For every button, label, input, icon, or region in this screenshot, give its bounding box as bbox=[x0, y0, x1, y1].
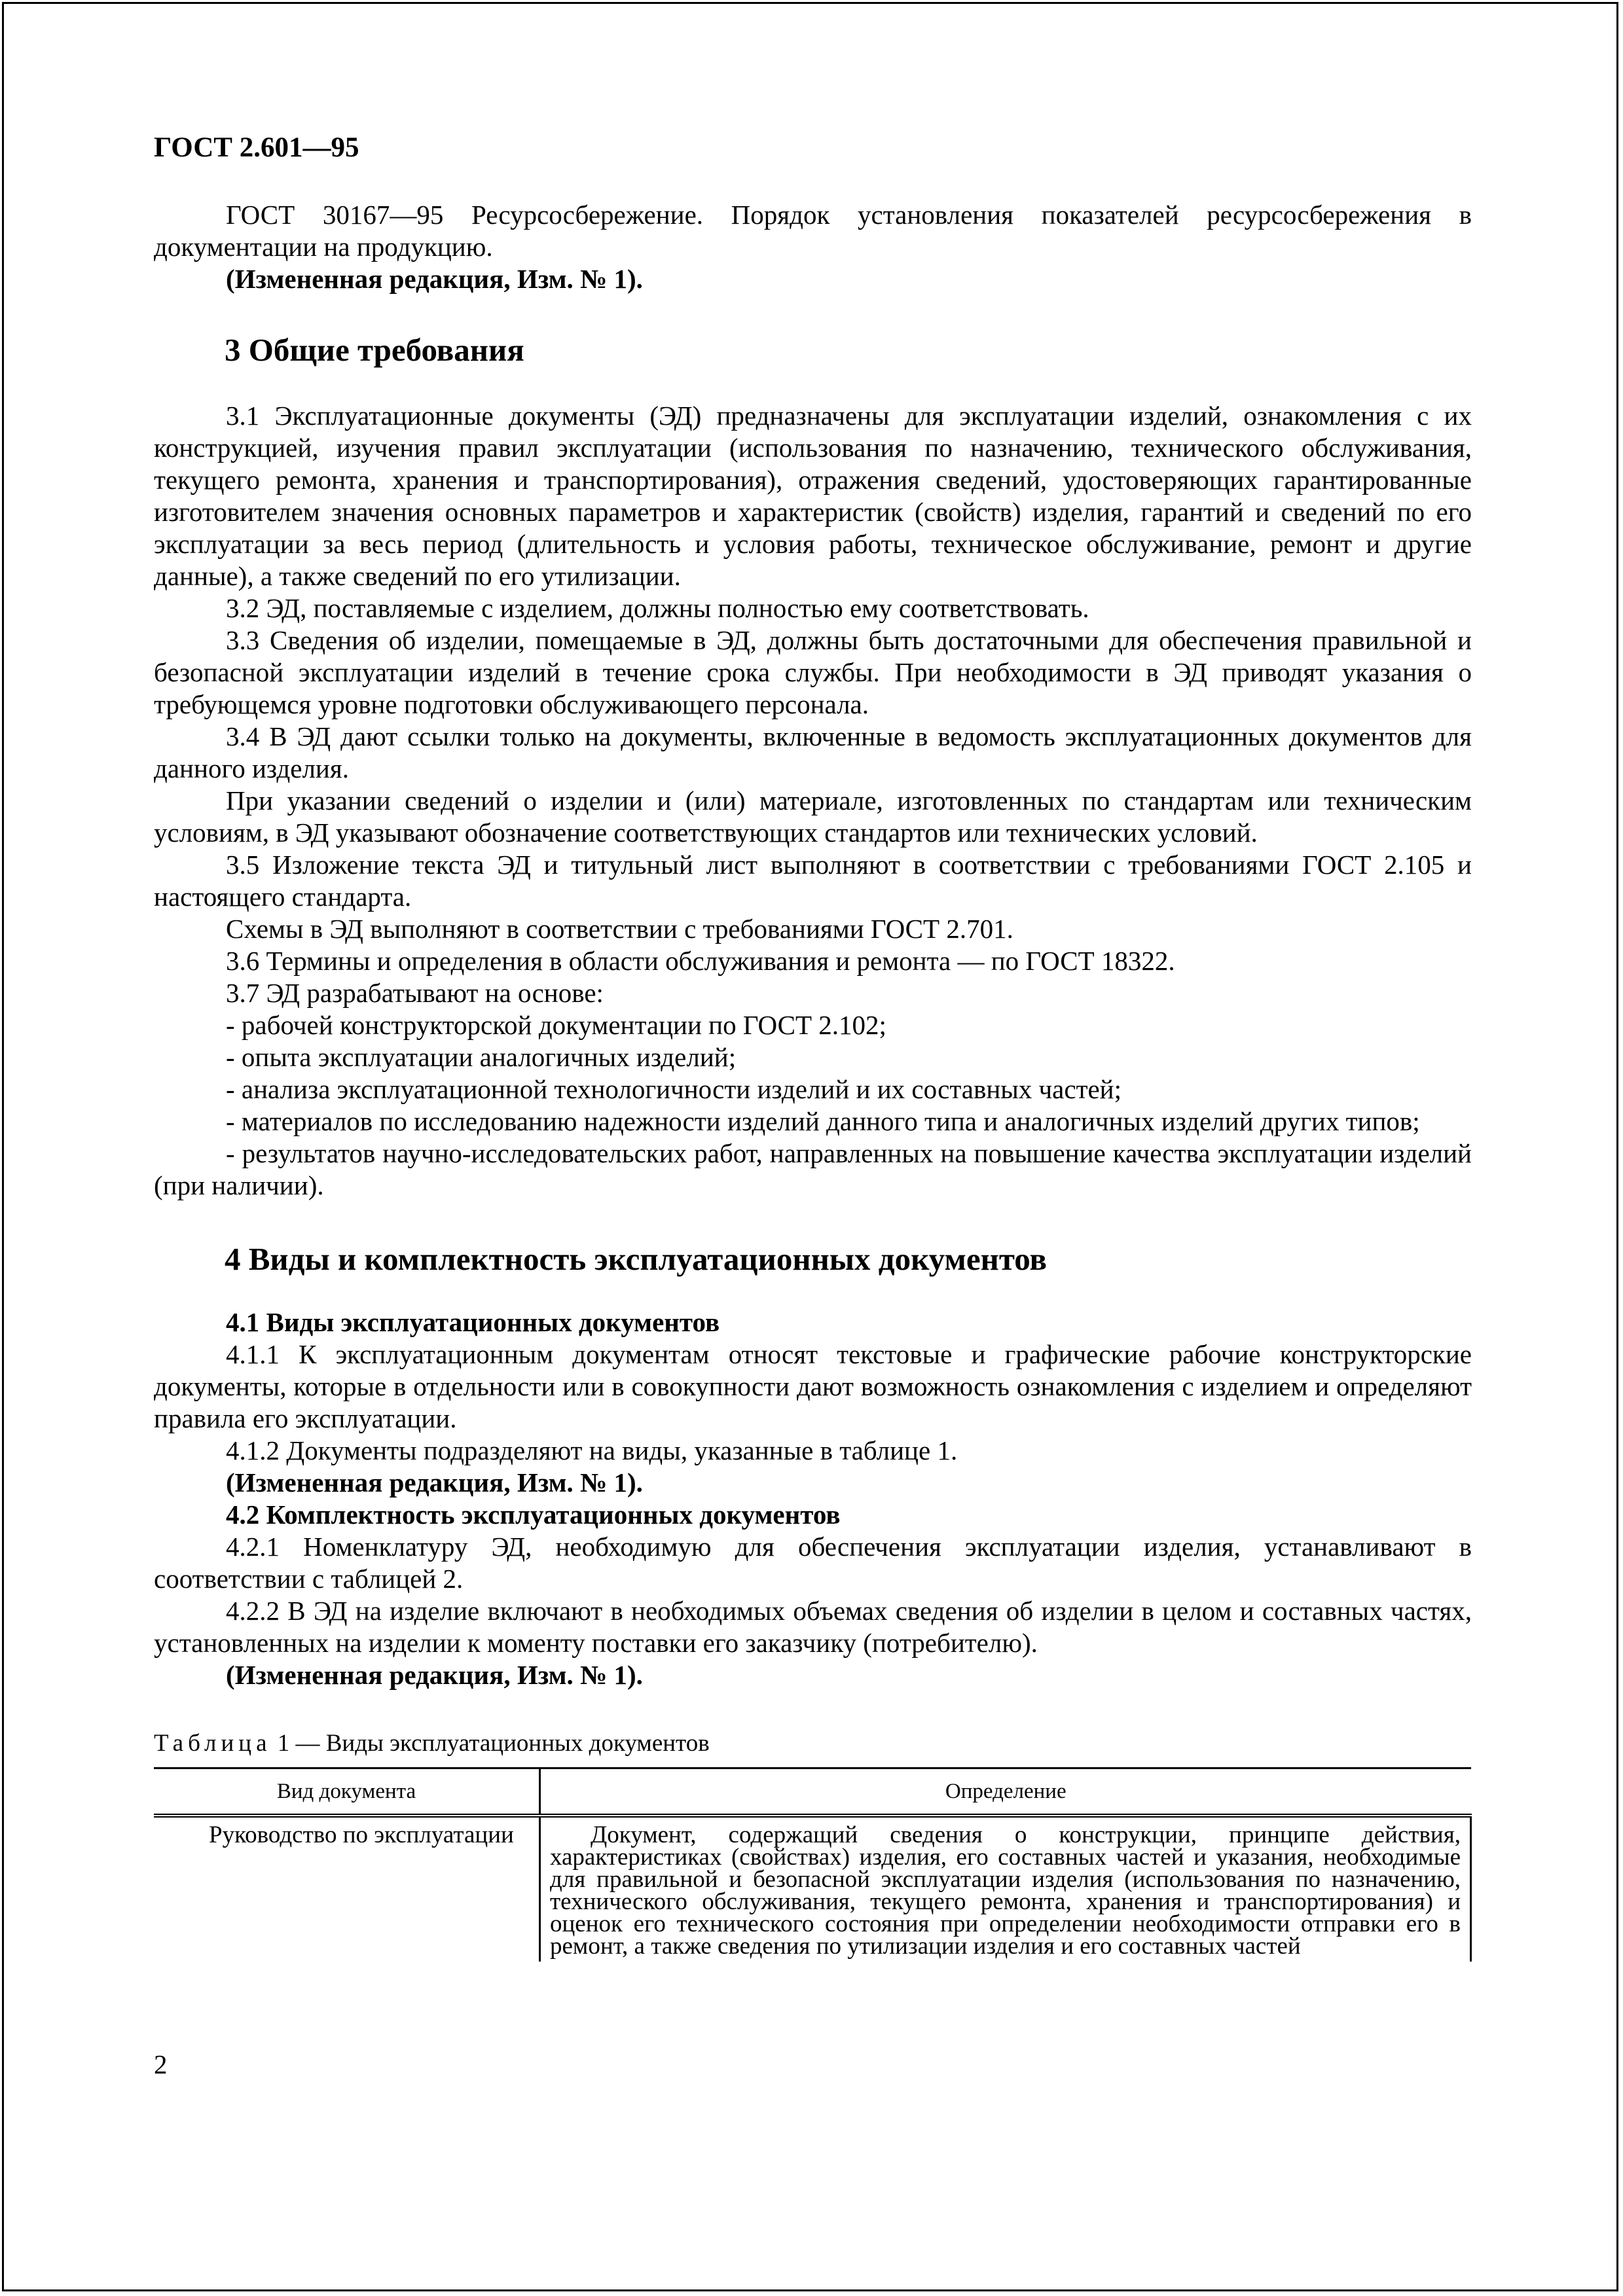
amendment-note: (Измененная редакция, Изм. № 1). bbox=[226, 1660, 643, 1690]
subsection-4-2-heading: 4.2 Комплектность эксплуатационных документов bbox=[226, 1499, 841, 1530]
paragraph-3-3: 3.3 Сведения об изделии, помещаемые в ЭД, должны быть достаточными для обеспечения правильной и безопасной эксплуатации изделий в течение срока службы. При необходимости в ЭД приводят указания о требующемся уровне подготовки обслуживающего персонала. bbox=[154, 625, 1472, 719]
list-item: - анализа эксплуатационной технологичности изделий и их составных частей; bbox=[226, 1074, 1122, 1104]
amendment-note: (Измененная редакция, Изм. № 1). bbox=[226, 264, 643, 294]
paragraph-4-1-2: 4.1.2 Документы подразделяют на виды, указанные в таблице 1. bbox=[226, 1435, 958, 1465]
section-4-heading: 4 Виды и комплектность эксплуатационных документов bbox=[225, 1241, 1048, 1277]
paragraph-3-5: 3.5 Изложение текста ЭД и титульный лист выполняют в соответствии с требованиями ГОСТ 2.105 и настоящего стандарта. bbox=[154, 850, 1472, 912]
list-item: - результатов научно-исследовательских работ, направленных на повышение качества эксплуатации изделий (при наличии). bbox=[154, 1138, 1472, 1200]
paragraph-4-1-1: 4.1.1 К эксплуатационным документам относят текстовые и графические рабочие конструкторские документы, которые в отдельности или в совокупности дают возможность ознакомления с изделием и определяют правила его эксплуатации. bbox=[154, 1339, 1472, 1433]
paragraph-3-7: 3.7 ЭД разрабатывают на основе: bbox=[226, 978, 604, 1008]
table-row bbox=[154, 1816, 1471, 1962]
intro-paragraph: ГОСТ 30167—95 Ресурсосбережение. Порядок установления показателей ресурсосбережения в документации на продукцию. bbox=[154, 200, 1472, 262]
page-number: 2 bbox=[154, 2049, 168, 2079]
table-cell-document-type: Руководство по эксплуатации bbox=[154, 1816, 540, 1962]
table-caption-text: 1 — Виды эксплуатационных документов bbox=[271, 1730, 710, 1757]
table-header-row bbox=[154, 1768, 1471, 1816]
table-caption bbox=[154, 1729, 1472, 1758]
table-1 bbox=[154, 1767, 1472, 1962]
subsection-4-1-heading: 4.1 Виды эксплуатационных документов bbox=[226, 1307, 720, 1337]
paragraph-3-4: 3.4 В ЭД дают ссылки только на документы, включенные в ведомость эксплуатационных документов для данного изделия. bbox=[154, 721, 1472, 783]
document-body bbox=[154, 131, 1472, 1962]
list-item: - опыта эксплуатации аналогичных изделий; bbox=[226, 1042, 737, 1072]
paragraph-4-2-1: 4.2.1 Номенклатуру ЭД, необходимую для обеспечения эксплуатации изделия, устанавливают в соответствии с таблицей 2. bbox=[154, 1532, 1472, 1594]
document-header: ГОСТ 2.601—95 bbox=[154, 132, 359, 163]
paragraph-3-2: 3.2 ЭД, поставляемые с изделием, должны полностью ему соответствовать. bbox=[226, 593, 1089, 623]
list-item: - материалов по исследованию надежности изделий данного типа и аналогичных изделий других типов; bbox=[226, 1106, 1420, 1136]
list-item: - рабочей конструкторской документации по ГОСТ 2.102; bbox=[226, 1010, 886, 1040]
section-3-heading: 3 Общие требования bbox=[225, 332, 524, 368]
paragraph-3-4-continued: При указании сведений о изделии и (или) материале, изготовленных по стандартам или техническим условиям, в ЭД указывают обозначение соответствующих стандартов или технических условий. bbox=[154, 785, 1472, 848]
table-caption-label: Таблица bbox=[154, 1730, 272, 1757]
amendment-note: (Измененная редакция, Изм. № 1). bbox=[226, 1467, 643, 1498]
paragraph-3-5-continued: Схемы в ЭД выполняют в соответствии с требованиями ГОСТ 2.701. bbox=[226, 914, 1013, 944]
column-header-document-type: Вид документа bbox=[154, 1768, 540, 1816]
column-header-definition: Определение bbox=[540, 1768, 1471, 1816]
paragraph-3-1: 3.1 Эксплуатационные документы (ЭД) предназначены для эксплуатации изделий, ознакомления с их конструкцией, изучения правил эксплуатации (использования по назначению, технического обслуживания, текущего ремонта, хранения и транспортирования), отражения сведений, удостоверяющих гарантированные изготовителем значения основных параметров и характеристик (свойств) изделия, гарантий и сведений по его эксплуатации за весь период (длительность и условия работы, техническое обслуживание, ремонт и другие данные), а также сведений по его утилизации. bbox=[154, 401, 1472, 591]
paragraph-4-2-2: 4.2.2 В ЭД на изделие включают в необходимых объемах сведения об изделии в целом и составных частях, установленных на изделии к моменту поставки его заказчику (потребителю). bbox=[154, 1596, 1472, 1658]
table-cell-definition: Документ, содержащий сведения о конструкции, принципе действия, характеристиках (свойствах) изделия, его составных частей и указания, необходимые для правильной и безопасной эксплуатации изделия (использования по назначению, технического обслуживания, текущего ремонта, хранения и транспортирования) и оценок его технического состояния при определении необходимости отправки его в ремонт, а также сведения по утилизации изделия и его составных частей bbox=[540, 1816, 1471, 1962]
paragraph-3-6: 3.6 Термины и определения в области обслуживания и ремонта — по ГОСТ 18322. bbox=[226, 946, 1175, 976]
